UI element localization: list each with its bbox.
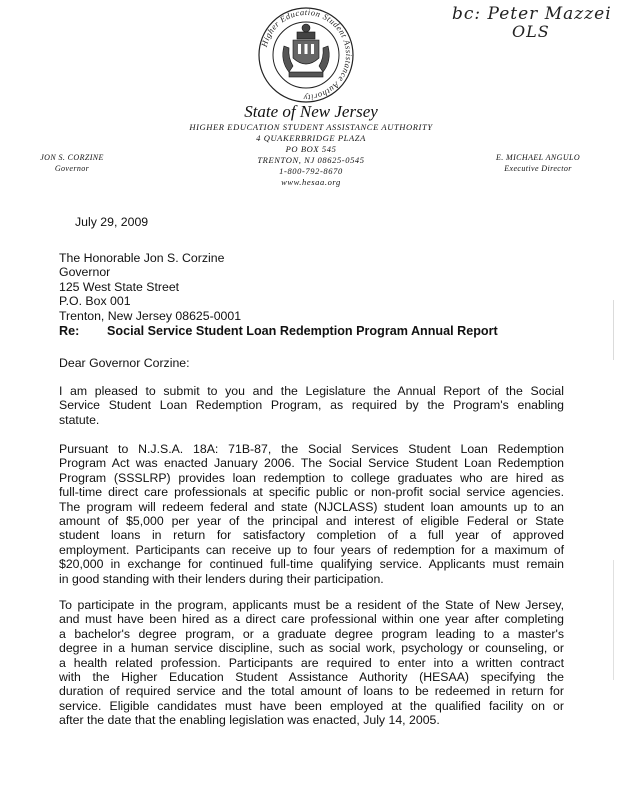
paragraph-line: service. Eligible candidates must have been employed at the qualified facility on or [59, 698, 564, 713]
paragraph-line: and must have been hired as a direct care professional within one year after completing [59, 612, 564, 627]
paragraph-line: Program Act was enacted January 2006. The Social Service Student Loan Redemption [59, 456, 564, 471]
handwritten-note-line1: bc: Peter Mazzei [452, 4, 612, 24]
letterhead-phone: 1-800-792-8670 [279, 166, 343, 176]
letterhead-website: www.hesaa.org [281, 177, 341, 187]
recipient-address [59, 251, 241, 323]
paragraph-2 [59, 442, 564, 586]
paragraph-1 [59, 384, 564, 427]
paragraph-line: degree in a human service discipline, such as social work, psychology or counseling, or [59, 641, 564, 656]
paragraph-line: $20,000 in exchange for continued full-time qualifying service. Applicants must remain [59, 557, 564, 572]
paragraph-line: To participate in the program, applicants must be a resident of the State of New Jersey, [59, 598, 564, 612]
paragraph-3 [59, 598, 564, 728]
letterhead-address-line2: PO BOX 545 [285, 144, 337, 154]
paragraph-line: employment. Participants can receive up to four years of redemption for a maximum of [59, 542, 564, 557]
paragraph-line: duration of required service and the total amount of loans to be redeemed in return for [59, 684, 564, 699]
state-seal [253, 6, 359, 104]
paragraph-line: in good standing with their lenders during their participation. [59, 571, 384, 586]
scan-edge-mark [613, 300, 614, 360]
recipient-line: 125 West State Street [59, 279, 180, 294]
seal-ring-text: Higher Education Student Assistance Authority [258, 6, 355, 104]
recipient-line: P.O. Box 001 [59, 294, 131, 309]
paragraph-line: a health related profession. Participants are required to enter into a written contract [59, 655, 564, 670]
letterhead-agency: HIGHER EDUCATION STUDENT ASSISTANCE AUTHORITY [189, 122, 433, 132]
governor-name: JON S. CORZINE [40, 153, 104, 162]
paragraph-line: The program will redeem federal and state (NJCLASS) student loan amounts up to an [59, 499, 564, 514]
handwritten-note-line2: OLS [512, 22, 550, 41]
letterhead-address-line3: TRENTON, NJ 08625-0545 [257, 155, 365, 165]
recipient-line: Trenton, New Jersey 08625-0001 [59, 308, 242, 323]
subject-line [59, 324, 498, 338]
paragraph-line: a bachelor's degree program, or a graduate degree program leading to a master's [59, 626, 564, 641]
letterhead-state-name: State of New Jersey [244, 102, 378, 121]
paragraph-line: I am pleased to submit to you and the Legislature the Annual Report of the Social [59, 384, 564, 398]
subject-text: Social Service Student Loan Redemption Program Annual Report [107, 324, 498, 338]
paragraph-line: Service Student Loan Redemption Program, as required by the Program's enabling [59, 398, 564, 413]
scan-edge-mark [613, 560, 614, 680]
director-title: Executive Director [504, 164, 572, 173]
letter-date: July 29, 2009 [75, 215, 149, 229]
state-seal-graphic [253, 6, 359, 104]
paragraph-line: with the Higher Education Student Assistance Authority (HESAA) specifying the [59, 670, 564, 685]
paragraph-line: after the date that the enabling legislation was enacted, July 14, 2005. [59, 713, 440, 728]
subject-label: Re: [59, 324, 80, 338]
salutation: Dear Governor Corzine: [59, 356, 190, 370]
letterhead-address-line1: 4 QUAKERBRIDGE PLAZA [256, 133, 366, 143]
governor-title: Governor [54, 164, 90, 173]
director-name: E. MICHAEL ANGULO [495, 153, 581, 162]
paragraph-line: Program (SSSLRP) provides loan redemption to college graduates who are hired as [59, 470, 564, 485]
paragraph-line: statute. [59, 412, 100, 427]
recipient-line: Governor [59, 265, 111, 280]
paragraph-line: full-time direct care professionals at specific public or non-profit social service agencies. [59, 485, 564, 500]
recipient-line: The Honorable Jon S. Corzine [59, 251, 225, 265]
paragraph-line: student loans in return for satisfactory completion of a full year of approved [59, 528, 564, 543]
paragraph-line: Pursuant to N.J.S.A. 18A: 71B-87, the Social Services Student Loan Redemption [59, 442, 564, 456]
paragraph-line: amount of $5,000 per year of the principal and interest of eligible Federal or State [59, 514, 564, 529]
